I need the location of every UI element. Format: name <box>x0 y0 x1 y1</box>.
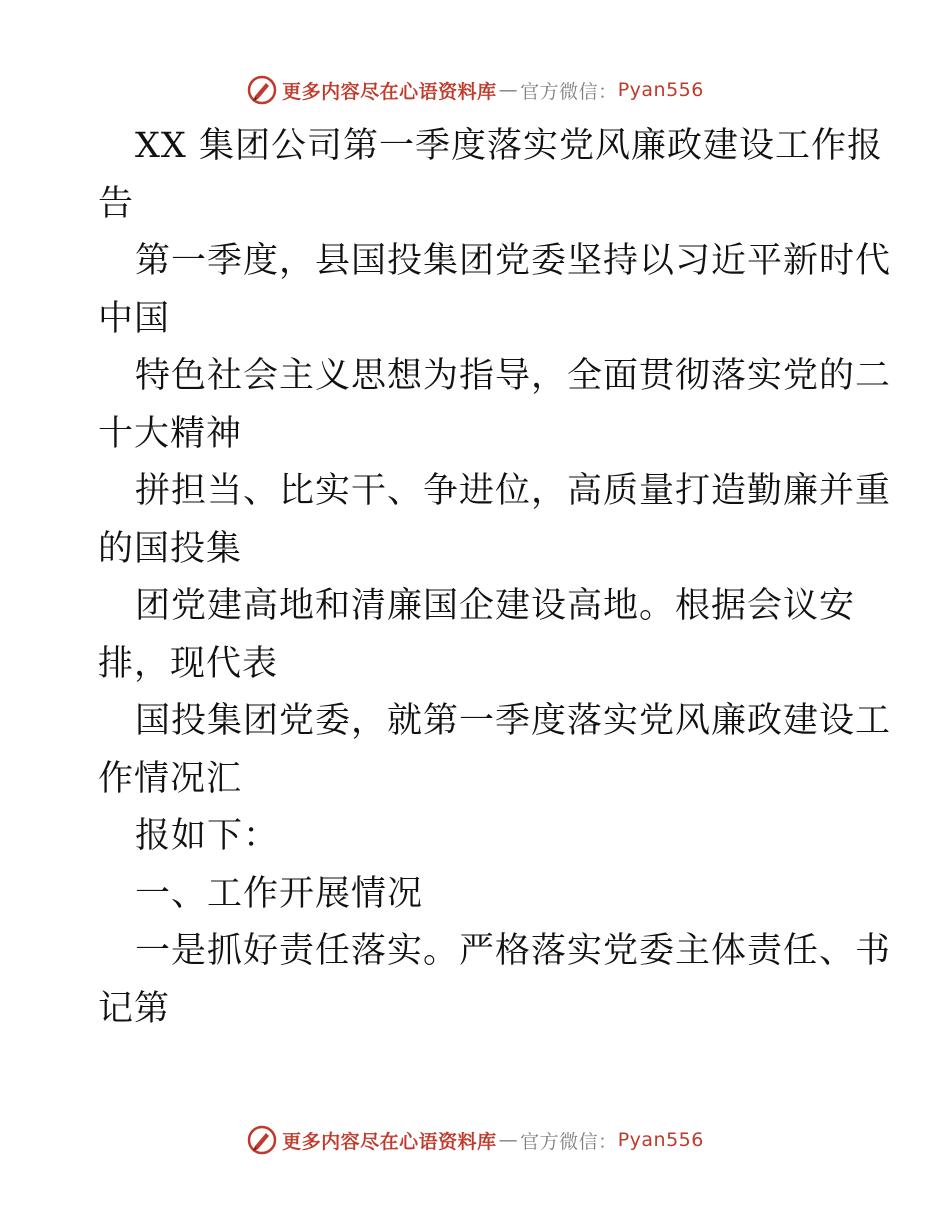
doc-paragraph-line: 中国 <box>98 298 171 339</box>
doc-section-heading: 一、工作开展情况 <box>135 873 424 914</box>
doc-paragraph-line: 特色社会主义思想为指导，全面贯彻落实党的二 <box>135 356 892 396</box>
doc-paragraph-line: 拼担当、比实干、争进位，高质量打造勤廉并重 <box>135 471 892 511</box>
doc-title-line-cont: 告 <box>98 183 135 224</box>
doc-paragraph-line: 十大精神 <box>98 413 243 454</box>
doc-paragraph-line: 的国投集 <box>98 528 243 569</box>
watermark-dash: — <box>498 1129 519 1151</box>
watermark-label: 官方微信： <box>520 80 618 103</box>
watermark-wechat-id: Pyan556 <box>617 79 704 101</box>
doc-paragraph-line: 作情况汇 <box>98 758 243 799</box>
footer-watermark <box>0 1120 950 1160</box>
pen-circle-icon <box>246 74 278 106</box>
pen-circle-icon <box>246 1124 278 1156</box>
watermark-dash: — <box>498 79 519 101</box>
watermark-label: 官方微信： <box>520 1130 618 1153</box>
doc-paragraph-line: 第一季度，县国投集团党委坚持以习近平新时代 <box>135 241 892 281</box>
document-body <box>98 118 892 1038</box>
doc-paragraph-line: 一是抓好责任落实。严格落实党委主体责任、书 <box>135 931 892 971</box>
doc-paragraph-line: 记第 <box>98 988 171 1029</box>
doc-paragraph-line: 报如下： <box>135 816 280 856</box>
header-watermark <box>0 70 950 110</box>
doc-paragraph-line: 排，现代表 <box>98 643 279 684</box>
watermark-brand: 更多内容尽在心语资料库 <box>282 80 497 103</box>
watermark-wechat-id: Pyan556 <box>617 1129 704 1151</box>
watermark-brand: 更多内容尽在心语资料库 <box>282 1130 497 1153</box>
doc-paragraph-line: 国投集团党委，就第一季度落实党风廉政建设工 <box>135 701 892 741</box>
doc-paragraph-line: 团党建高地和清廉国企建设高地。根据会议安 <box>135 586 856 626</box>
doc-title-line: XX 集团公司第一季度落实党风廉政建设工作报 <box>135 126 883 166</box>
